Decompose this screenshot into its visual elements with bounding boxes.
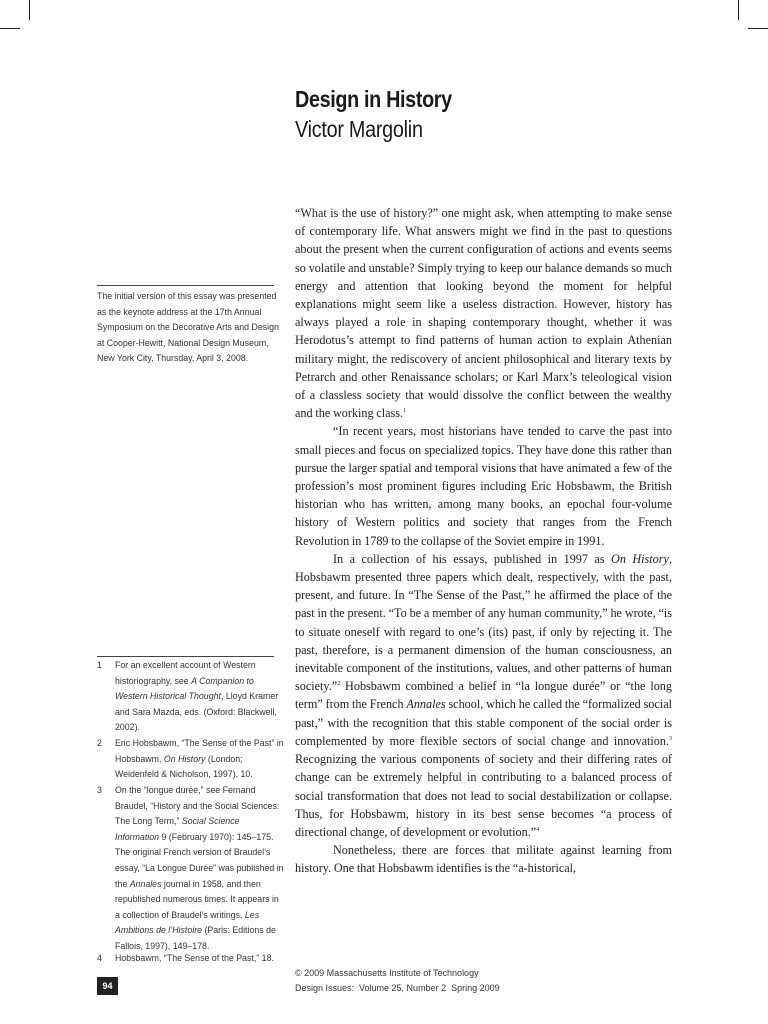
book-title-on-history: On History: [611, 551, 669, 566]
footnote-3-italic: Social Science Information: [115, 816, 240, 842]
journal-line: Design Issues: Volume 25, Number 2 Spring 2009: [295, 983, 500, 993]
article-title: Design in History: [295, 86, 452, 112]
paragraph-2: “In recent years, most historians have tended to carve the past into small pieces and focus on specialized topics. They have done this rather than pursue the larger spatial and temporal visions that have animated a few of the profession’s most prominent figures including Eric Hobsbawm, the British historian who has written, among many books, an epochal four-volume history of Western politics and society that ranges from the French Revolution in 1789 to the collapse of the Soviet empire in 1991.: [295, 424, 672, 548]
footnote-text: [115, 783, 285, 955]
footnote-ref-2: 2: [337, 681, 341, 688]
footnote-2-italic: On History: [163, 753, 206, 764]
footnote-ref-4: 4: [536, 826, 540, 833]
footnote-3: [97, 783, 285, 955]
footnote-3-d: (Paris: Editions de Fallois, 1997), 149–178.: [115, 925, 276, 951]
footnote-3-c: journal in 1958, and then republished numerous times. It appears in a collection of Braudel’s writings,: [115, 878, 279, 920]
footnote-3-a: On the “longue durée,” see Fernand Braudel, “History and the Social Sciences: The Long Term,”: [115, 785, 280, 827]
footnote-2-b: (London; Weidenfeld & Nicholson, 1997), 10.: [115, 753, 253, 780]
footnote-4: [97, 951, 285, 967]
annales-italic: Annales: [406, 697, 446, 712]
footnote-2: [97, 736, 285, 783]
footnotes-rule: [97, 656, 274, 657]
paragraph-3-d: school, which he called the “formalized social past,” with the recognition that this stable component of the social order is complemented by more flexible sectors of social change and innovation.: [295, 697, 672, 748]
footnote-3-italic-2: Annales: [129, 878, 162, 889]
footnote-3-italic-3: Les Ambitions de l’Histoire: [115, 909, 260, 936]
footnote-ref-3: 3: [669, 735, 672, 742]
paragraph-3-b: , Hobsbawm presented three papers which dealt, respectively, with the past, present, and future. In “The Sense of the Past,” he affirmed the place of the past in the present. “To be a member of any human community,” he wrote, “is to situate oneself with regard to one’s (its) past, if only by rejecting it. The past, therefore, is a permanent dimension of the human consciousness, an inevitable component of the institutions, values, and other patterns of human society.”: [295, 551, 672, 694]
footnote-text: [115, 736, 285, 783]
paragraph-1: [295, 204, 672, 422]
footer: [295, 966, 500, 996]
footnote-text: [115, 658, 285, 736]
footnote-1-italic: A Companion to Western Historical Thought: [115, 675, 254, 702]
paragraph-3-c: Hobsbawm combined a belief in “la longue durée” or “the long term” from the French: [295, 679, 672, 712]
crop-mark-top-right-h: [748, 28, 768, 29]
paragraph-3-a: In a collection of his essays, published in 1997 as: [333, 551, 612, 566]
footnote-number: 2: [97, 738, 102, 748]
footnote-text: Hobsbawm, “The Sense of the Past,” 18.: [115, 953, 274, 963]
paragraph-1-text: “What is the use of history?” one might ask, when attempting to make sense of contemporary life. What answers might we find in the past to questions about the present when the current configuration of actions and events seems so volatile and unstable? Simply trying to keep our balance demands so much energy and attention that looking beyond the moment for helpful explanations might seem like a useless distraction. However, history has always played a role in shaping contemporary thought, whether it was Herodotus’s attempt to find patterns of human action to explain Athenian military might, the rediscovery of ancient philosophical and literary texts by Petrarch and other Renaissance scholars; or Karl Marx’s teleological vision of a classless society that would dissolve the conflict between the wealthy and the working class.: [295, 206, 672, 421]
footnote-1-b: , Lloyd Kramer and Sara Mazda, eds. (Oxford: Blackwell, 2002).: [115, 691, 279, 733]
copyright-line: © 2009 Massachusetts Institute of Technology: [295, 968, 479, 978]
footnote-3-b: 9 (February 1970): 145–175. The original French version of Braudel’s essay, “La Longue Durée” was published in the: [115, 831, 284, 889]
sidebar-note: The initial version of this essay was presented as the keynote address at the 17th Annual Symposium on the Decorative Arts and Design at Cooper-Hewitt, National Design Museum, New York City, Thursday, April 3, 2008.: [97, 291, 279, 363]
footnote-1-a: For an excellent account of Western historiography, see: [115, 660, 256, 686]
footnote-number: 3: [97, 785, 102, 795]
paragraph-3: [295, 550, 672, 841]
crop-mark-top-left-h: [0, 28, 20, 29]
crop-mark-top-right-v: [738, 0, 739, 20]
article-author: Victor Margolin: [295, 116, 423, 142]
crop-mark-top-left-v: [29, 0, 30, 20]
footnote-number: 1: [97, 660, 102, 670]
sidebar-rule: [97, 285, 274, 286]
footnote-2-a: Eric Hobsbawm, “The Sense of the Past” in Hobsbawm,: [115, 738, 284, 764]
footnote-number: 4: [97, 953, 102, 963]
page-number: 94: [97, 977, 118, 995]
paragraph-3-e: Recognizing the various components of society and their differing rates of change can be extremely helpful in contributing to a balanced process of social transformation that does not lead to social destabilization or collapse. Thus, for Hobsbawm, history in its best sense becomes “a process of directional change, of development or evolution.”: [295, 752, 672, 839]
footnote-ref-1: 1: [403, 408, 407, 415]
article-body: [295, 204, 672, 878]
paragraph-4: Nonetheless, there are forces that militate against learning from history. One that Hobsbawm identifies is the “a-historical,: [295, 843, 672, 876]
footnote-1: [97, 658, 285, 736]
